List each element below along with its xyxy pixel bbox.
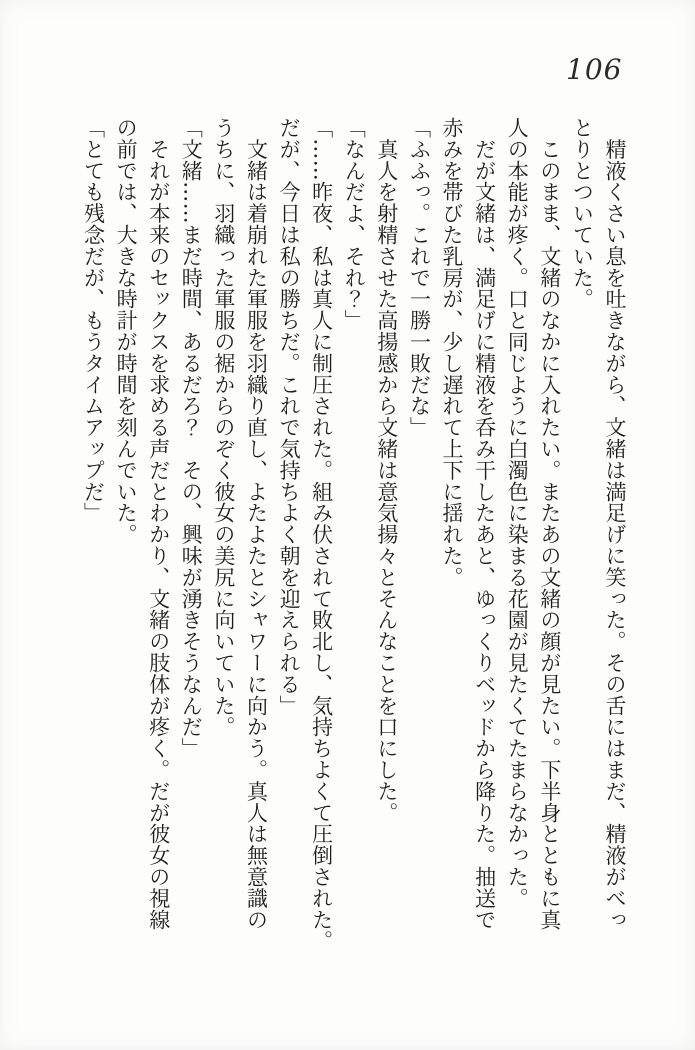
text-line: だが文緒は、満足げに精液を呑み干したあと、ゆっくりベッドから降りた。抽送で bbox=[472, 117, 497, 931]
text-line: の前では、大きな時計が時間を刻んでいた。 bbox=[114, 117, 139, 545]
text-line: だが、今日は私の勝ちだ。これで気持ちよく朝を迎えられる」 bbox=[277, 117, 302, 717]
page-number: 106 bbox=[566, 53, 623, 86]
vertical-text-block bbox=[77, 117, 631, 967]
text-line: 「文緒……まだ時間、あるだろ？ その、興味が湧きそうなんだ」 bbox=[179, 117, 204, 759]
text-line: 「……昨夜、私は真人に制圧された。組み伏されて敗北し、気持ちよくて圧倒された。 bbox=[309, 117, 334, 952]
text-line: 真人を射精させた高揚感から文緒は意気揚々とそんなことを口にした。 bbox=[374, 117, 399, 824]
text-line: このまま、文緒のなかに入れたい。またあの文緒の顔が見たい。下半身とともに真 bbox=[537, 117, 562, 931]
text-line: それが本来のセックスを求める声だとわかり、文緒の肢体が疼く。だが彼女の視線 bbox=[146, 117, 171, 931]
text-line: 「なんだよ、それ？」 bbox=[342, 117, 367, 331]
text-line: 文緒は着崩れた軍服を羽織り直し、よたよたとシャワーに向かう。真人は無意識の bbox=[244, 117, 269, 931]
text-line: 「とても残念だが、もうタイムアップだ」 bbox=[81, 117, 106, 524]
text-line: うちに、羽織った軍服の裾からのぞく彼女の美尻に向いていた。 bbox=[211, 117, 236, 738]
text-line: 精液くさい息を吐きながら、文緒は満足げに笑った。その舌にはまだ、精液がべっ bbox=[603, 117, 627, 931]
text-line: 「ふふっ。これで一勝一敗だな」 bbox=[407, 117, 432, 438]
text-line: 人の本能が疼く。口と同じように白濁色に染まる花園が見たくてたまらなかった。 bbox=[505, 117, 530, 909]
text-line: 赤みを帯びた乳房が、少し遅れて上下に揺れた。 bbox=[440, 117, 465, 588]
text-line: とりとついていた。 bbox=[570, 117, 595, 310]
